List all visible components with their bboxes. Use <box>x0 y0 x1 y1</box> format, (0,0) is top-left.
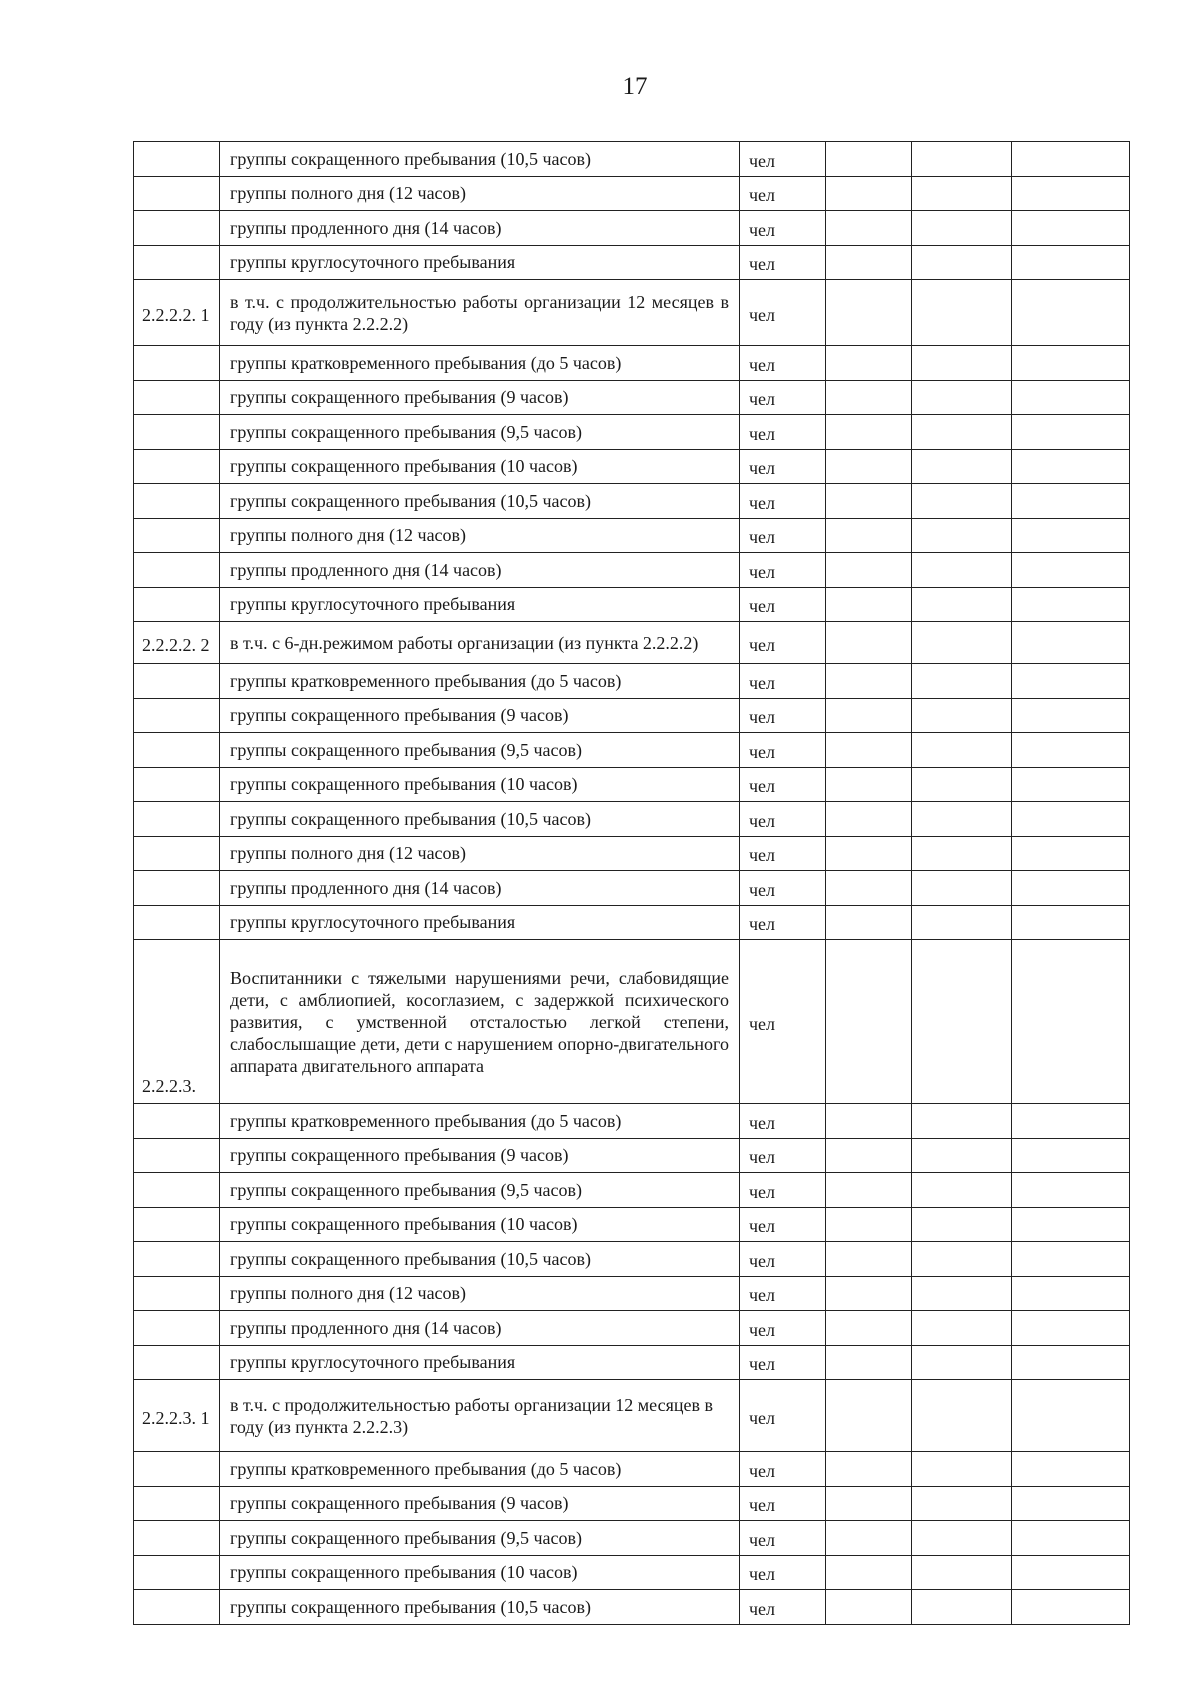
value-cell-1 <box>826 1138 912 1173</box>
unit-cell: чел <box>740 142 826 177</box>
indicator-name: группы кратковременного пребывания (до 5 часов) <box>220 664 740 699</box>
row-number: 2.2.2.3. <box>142 1076 196 1096</box>
unit-cell: чел <box>740 1173 826 1208</box>
row-number <box>142 1605 215 1609</box>
indicator-name: группы сокращенного пребывания (10,5 часов) <box>220 142 740 177</box>
unit-cell: чел <box>740 280 826 346</box>
table-row <box>134 1452 1130 1487</box>
row-number-cell <box>134 484 220 519</box>
unit-cell: чел <box>740 1138 826 1173</box>
value-cell-3 <box>1012 176 1130 211</box>
row-number <box>142 1291 215 1295</box>
row-number <box>142 817 215 821</box>
table-row <box>134 1276 1130 1311</box>
value-cell-3 <box>1012 587 1130 622</box>
value-cell-1 <box>826 733 912 768</box>
value-cell-1 <box>826 176 912 211</box>
row-number <box>142 533 215 537</box>
value-cell-3 <box>1012 280 1130 346</box>
table-row <box>134 905 1130 940</box>
value-cell-2 <box>912 484 1012 519</box>
unit-cell: чел <box>740 346 826 381</box>
value-cell-2 <box>912 518 1012 553</box>
value-cell-2 <box>912 1207 1012 1242</box>
value-cell-1 <box>826 1486 912 1521</box>
value-cell-1 <box>826 380 912 415</box>
value-cell-3 <box>1012 767 1130 802</box>
unit-cell: чел <box>740 905 826 940</box>
row-number <box>142 395 215 399</box>
value-cell-3 <box>1012 1207 1130 1242</box>
value-cell-1 <box>826 415 912 450</box>
value-cell-2 <box>912 1242 1012 1277</box>
indicator-name: группы сокращенного пребывания (10 часов) <box>220 1207 740 1242</box>
indicator-name: группы сокращенного пребывания (9,5 часов) <box>220 1173 740 1208</box>
row-number-cell <box>134 1311 220 1346</box>
value-cell-1 <box>826 1345 912 1380</box>
value-cell-1 <box>826 698 912 733</box>
indicator-name: группы сокращенного пребывания (9 часов) <box>220 1138 740 1173</box>
table-row <box>134 1590 1130 1625</box>
table-row <box>134 553 1130 588</box>
unit-cell: чел <box>740 1380 826 1452</box>
row-number <box>142 920 215 924</box>
unit-cell: чел <box>740 1207 826 1242</box>
row-number <box>142 226 215 230</box>
value-cell-1 <box>826 211 912 246</box>
unit-cell: чел <box>740 664 826 699</box>
row-number-cell <box>134 1486 220 1521</box>
table-row <box>134 1345 1130 1380</box>
unit-cell: чел <box>740 733 826 768</box>
indicator-name: в т.ч. с продолжительностью работы организации 12 месяцев в году (из пункта 2.2.2.2) <box>220 280 740 346</box>
indicator-name: группы круглосуточного пребывания <box>220 587 740 622</box>
unit-cell: чел <box>740 1104 826 1139</box>
indicator-name: группы сокращенного пребывания (9,5 часов) <box>220 733 740 768</box>
value-cell-3 <box>1012 1311 1130 1346</box>
indicator-name: группы сокращенного пребывания (10 часов) <box>220 767 740 802</box>
value-cell-1 <box>826 484 912 519</box>
value-cell-2 <box>912 733 1012 768</box>
value-cell-3 <box>1012 664 1130 699</box>
unit-cell: чел <box>740 380 826 415</box>
row-number-cell <box>134 245 220 280</box>
value-cell-3 <box>1012 1345 1130 1380</box>
indicator-name: группы сокращенного пребывания (10,5 часов) <box>220 1590 740 1625</box>
value-cell-3 <box>1012 380 1130 415</box>
unit-cell: чел <box>740 1345 826 1380</box>
table-row <box>134 587 1130 622</box>
value-cell-3 <box>1012 346 1130 381</box>
value-cell-3 <box>1012 1486 1130 1521</box>
row-number <box>142 1360 215 1364</box>
value-cell-2 <box>912 1452 1012 1487</box>
value-cell-3 <box>1012 1590 1130 1625</box>
indicator-name: группы сокращенного пребывания (9,5 часов) <box>220 1521 740 1556</box>
table-row <box>134 1311 1130 1346</box>
value-cell-2 <box>912 664 1012 699</box>
table-row <box>134 211 1130 246</box>
value-cell-1 <box>826 767 912 802</box>
indicator-name: в т.ч. с 6-дн.режимом работы организации (из пункта 2.2.2.2) <box>220 622 740 664</box>
row-number <box>142 1467 215 1471</box>
row-number <box>142 1326 215 1330</box>
value-cell-2 <box>912 767 1012 802</box>
unit-cell: чел <box>740 211 826 246</box>
value-cell-2 <box>912 346 1012 381</box>
indicator-name: группы сокращенного пребывания (10,5 часов) <box>220 802 740 837</box>
value-cell-1 <box>826 280 912 346</box>
unit-cell: чел <box>740 1276 826 1311</box>
indicator-name: группы полного дня (12 часов) <box>220 1276 740 1311</box>
value-cell-2 <box>912 1380 1012 1452</box>
indicator-name: группы сокращенного пребывания (9 часов) <box>220 1486 740 1521</box>
row-number <box>142 430 215 434</box>
row-number-cell <box>134 1104 220 1139</box>
table-row <box>134 280 1130 346</box>
row-number-cell <box>134 1173 220 1208</box>
value-cell-1 <box>826 1590 912 1625</box>
indicator-name: группы сокращенного пребывания (10 часов) <box>220 449 740 484</box>
row-number: 2.2.2.2. 1 <box>142 304 210 325</box>
unit-cell: чел <box>740 622 826 664</box>
value-cell-1 <box>826 905 912 940</box>
value-cell-1 <box>826 836 912 871</box>
unit-cell: чел <box>740 1555 826 1590</box>
row-number-cell <box>134 280 220 346</box>
indicator-name: группы сокращенного пребывания (10 часов) <box>220 1555 740 1590</box>
row-number <box>142 1257 215 1261</box>
unit-cell: чел <box>740 245 826 280</box>
value-cell-1 <box>826 622 912 664</box>
indicator-name: группы кратковременного пребывания (до 5 часов) <box>220 1104 740 1139</box>
value-cell-3 <box>1012 518 1130 553</box>
value-cell-2 <box>912 1311 1012 1346</box>
unit-cell: чел <box>740 871 826 906</box>
table-row <box>134 1104 1130 1139</box>
row-number <box>142 499 215 503</box>
indicator-name: группы полного дня (12 часов) <box>220 176 740 211</box>
table-row <box>134 380 1130 415</box>
value-cell-3 <box>1012 871 1130 906</box>
value-cell-3 <box>1012 1173 1130 1208</box>
value-cell-2 <box>912 587 1012 622</box>
row-number <box>142 191 215 195</box>
unit-cell: чел <box>740 836 826 871</box>
value-cell-1 <box>826 587 912 622</box>
row-number <box>142 361 215 365</box>
row-number <box>142 679 215 683</box>
value-cell-3 <box>1012 940 1130 1104</box>
table-row <box>134 1242 1130 1277</box>
table-row <box>134 664 1130 699</box>
value-cell-3 <box>1012 142 1130 177</box>
table-row <box>134 176 1130 211</box>
indicator-name: группы кратковременного пребывания (до 5 часов) <box>220 1452 740 1487</box>
row-number <box>142 748 215 752</box>
value-cell-2 <box>912 871 1012 906</box>
row-number-cell <box>134 664 220 699</box>
value-cell-2 <box>912 1486 1012 1521</box>
table-row <box>134 449 1130 484</box>
value-cell-2 <box>912 1276 1012 1311</box>
indicator-name: группы кратковременного пребывания (до 5 часов) <box>220 346 740 381</box>
unit-cell: чел <box>740 1242 826 1277</box>
table-row <box>134 415 1130 450</box>
indicator-name: группы сокращенного пребывания (10,5 часов) <box>220 1242 740 1277</box>
indicator-name: группы круглосуточного пребывания <box>220 1345 740 1380</box>
table-row <box>134 1207 1130 1242</box>
value-cell-3 <box>1012 905 1130 940</box>
unit-cell: чел <box>740 176 826 211</box>
table-row <box>134 940 1130 1104</box>
row-number-cell <box>134 176 220 211</box>
indicator-name: группы круглосуточного пребывания <box>220 905 740 940</box>
value-cell-2 <box>912 280 1012 346</box>
row-number-cell <box>134 1590 220 1625</box>
value-cell-1 <box>826 1276 912 1311</box>
row-number <box>142 782 215 786</box>
row-number-cell <box>134 211 220 246</box>
value-cell-2 <box>912 836 1012 871</box>
value-cell-2 <box>912 905 1012 940</box>
row-number <box>142 260 215 264</box>
value-cell-2 <box>912 415 1012 450</box>
row-number-cell <box>134 698 220 733</box>
row-number-cell <box>134 518 220 553</box>
row-number-cell <box>134 836 220 871</box>
unit-cell: чел <box>740 587 826 622</box>
row-number-cell <box>134 587 220 622</box>
value-cell-1 <box>826 802 912 837</box>
value-cell-1 <box>826 346 912 381</box>
unit-cell: чел <box>740 802 826 837</box>
value-cell-2 <box>912 622 1012 664</box>
value-cell-1 <box>826 1555 912 1590</box>
indicator-name: группы круглосуточного пребывания <box>220 245 740 280</box>
indicator-name: группы продленного дня (14 часов) <box>220 1311 740 1346</box>
value-cell-3 <box>1012 553 1130 588</box>
unit-cell: чел <box>740 767 826 802</box>
indicator-name: группы сокращенного пребывания (10,5 часов) <box>220 484 740 519</box>
row-number-cell <box>134 1380 220 1452</box>
value-cell-3 <box>1012 1555 1130 1590</box>
row-number-cell <box>134 802 220 837</box>
value-cell-1 <box>826 1380 912 1452</box>
value-cell-3 <box>1012 733 1130 768</box>
value-cell-2 <box>912 698 1012 733</box>
value-cell-3 <box>1012 1104 1130 1139</box>
unit-cell: чел <box>740 1590 826 1625</box>
table-row <box>134 767 1130 802</box>
table-row <box>134 346 1130 381</box>
table-row <box>134 245 1130 280</box>
row-number <box>142 464 215 468</box>
value-cell-2 <box>912 1521 1012 1556</box>
row-number <box>142 1119 215 1123</box>
row-number-cell <box>134 1138 220 1173</box>
value-cell-3 <box>1012 802 1130 837</box>
unit-cell: чел <box>740 1521 826 1556</box>
row-number-cell <box>134 1276 220 1311</box>
value-cell-1 <box>826 871 912 906</box>
row-number-cell <box>134 1555 220 1590</box>
row-number <box>142 157 215 161</box>
table-row <box>134 871 1130 906</box>
row-number-cell <box>134 553 220 588</box>
value-cell-2 <box>912 142 1012 177</box>
unit-cell: чел <box>740 940 826 1104</box>
value-cell-1 <box>826 1242 912 1277</box>
row-number <box>142 602 215 606</box>
value-cell-2 <box>912 1345 1012 1380</box>
table-row <box>134 1486 1130 1521</box>
indicator-name: группы полного дня (12 часов) <box>220 836 740 871</box>
unit-cell: чел <box>740 1452 826 1487</box>
table-row <box>134 1555 1130 1590</box>
row-number <box>142 851 215 855</box>
value-cell-2 <box>912 176 1012 211</box>
indicator-name: в т.ч. с продолжительностью работы организации 12 месяцев в году (из пункта 2.2.2.3) <box>220 1380 740 1452</box>
value-cell-1 <box>826 1311 912 1346</box>
value-cell-3 <box>1012 484 1130 519</box>
value-cell-1 <box>826 1452 912 1487</box>
row-number <box>142 886 215 890</box>
value-cell-2 <box>912 1173 1012 1208</box>
value-cell-1 <box>826 940 912 1104</box>
value-cell-2 <box>912 1555 1012 1590</box>
unit-cell: чел <box>740 484 826 519</box>
row-number: 2.2.2.2. 2 <box>142 634 210 655</box>
value-cell-2 <box>912 802 1012 837</box>
value-cell-3 <box>1012 211 1130 246</box>
row-number: 2.2.2.3. 1 <box>142 1407 210 1428</box>
table-row <box>134 1173 1130 1208</box>
indicator-name: группы продленного дня (14 часов) <box>220 553 740 588</box>
table-body <box>134 142 1130 1625</box>
unit-cell: чел <box>740 449 826 484</box>
row-number-cell <box>134 871 220 906</box>
row-number-cell <box>134 1345 220 1380</box>
table-row <box>134 142 1130 177</box>
value-cell-3 <box>1012 449 1130 484</box>
row-number-cell <box>134 940 220 1104</box>
indicator-name: группы сокращенного пребывания (9 часов) <box>220 698 740 733</box>
unit-cell: чел <box>740 1486 826 1521</box>
value-cell-3 <box>1012 1380 1130 1452</box>
indicator-name: группы продленного дня (14 часов) <box>220 211 740 246</box>
unit-cell: чел <box>740 415 826 450</box>
row-number <box>142 1536 215 1540</box>
row-number-cell <box>134 415 220 450</box>
value-cell-3 <box>1012 1276 1130 1311</box>
indicator-name: группы сокращенного пребывания (9 часов) <box>220 380 740 415</box>
value-cell-1 <box>826 518 912 553</box>
table-row <box>134 698 1130 733</box>
row-number-cell <box>134 905 220 940</box>
table-row <box>134 733 1130 768</box>
row-number-cell <box>134 346 220 381</box>
value-cell-3 <box>1012 245 1130 280</box>
unit-cell: чел <box>740 1311 826 1346</box>
row-number <box>142 1188 215 1192</box>
value-cell-2 <box>912 553 1012 588</box>
row-number-cell <box>134 142 220 177</box>
row-number-cell <box>134 449 220 484</box>
row-number <box>142 1501 215 1505</box>
indicator-name: группы продленного дня (14 часов) <box>220 871 740 906</box>
value-cell-2 <box>912 1138 1012 1173</box>
value-cell-3 <box>1012 836 1130 871</box>
value-cell-3 <box>1012 622 1130 664</box>
value-cell-2 <box>912 380 1012 415</box>
unit-cell: чел <box>740 698 826 733</box>
table-row <box>134 1521 1130 1556</box>
unit-cell: чел <box>740 553 826 588</box>
value-cell-3 <box>1012 698 1130 733</box>
value-cell-3 <box>1012 1452 1130 1487</box>
table-row <box>134 1138 1130 1173</box>
value-cell-2 <box>912 1104 1012 1139</box>
indicator-name: группы сокращенного пребывания (9,5 часов) <box>220 415 740 450</box>
table-row <box>134 1380 1130 1452</box>
table-row <box>134 836 1130 871</box>
value-cell-3 <box>1012 1138 1130 1173</box>
row-number-cell <box>134 733 220 768</box>
indicator-table <box>133 141 1130 1625</box>
unit-cell: чел <box>740 518 826 553</box>
row-number-cell <box>134 1242 220 1277</box>
value-cell-3 <box>1012 1242 1130 1277</box>
value-cell-1 <box>826 553 912 588</box>
row-number <box>142 1570 215 1574</box>
value-cell-1 <box>826 664 912 699</box>
row-number <box>142 568 215 572</box>
value-cell-1 <box>826 142 912 177</box>
value-cell-1 <box>826 1104 912 1139</box>
row-number-cell <box>134 1452 220 1487</box>
value-cell-3 <box>1012 415 1130 450</box>
value-cell-1 <box>826 449 912 484</box>
table-row <box>134 518 1130 553</box>
row-number-cell <box>134 1521 220 1556</box>
row-number-cell <box>134 1207 220 1242</box>
row-number <box>142 713 215 717</box>
value-cell-2 <box>912 940 1012 1104</box>
indicator-name: Воспитанники с тяжелыми нарушениями речи, слабовидящие дети, с амблиопией, косоглазием, с задержкой психического развития, с умственной отсталостью легкой степени, слабослышащие дети, дети с нарушением опорно-двигательного аппарата двигательного аппарата <box>220 940 740 1104</box>
row-number <box>142 1153 215 1157</box>
row-number-cell <box>134 380 220 415</box>
value-cell-2 <box>912 211 1012 246</box>
row-number-cell <box>134 767 220 802</box>
page-number: 17 <box>622 73 648 100</box>
value-cell-1 <box>826 1173 912 1208</box>
value-cell-2 <box>912 245 1012 280</box>
value-cell-1 <box>826 1521 912 1556</box>
value-cell-2 <box>912 1590 1012 1625</box>
value-cell-3 <box>1012 1521 1130 1556</box>
table-row <box>134 484 1130 519</box>
row-number-cell <box>134 622 220 664</box>
value-cell-1 <box>826 1207 912 1242</box>
row-number <box>142 1222 215 1226</box>
value-cell-2 <box>912 449 1012 484</box>
indicator-name: группы полного дня (12 часов) <box>220 518 740 553</box>
table-row <box>134 802 1130 837</box>
table-row <box>134 622 1130 664</box>
value-cell-1 <box>826 245 912 280</box>
